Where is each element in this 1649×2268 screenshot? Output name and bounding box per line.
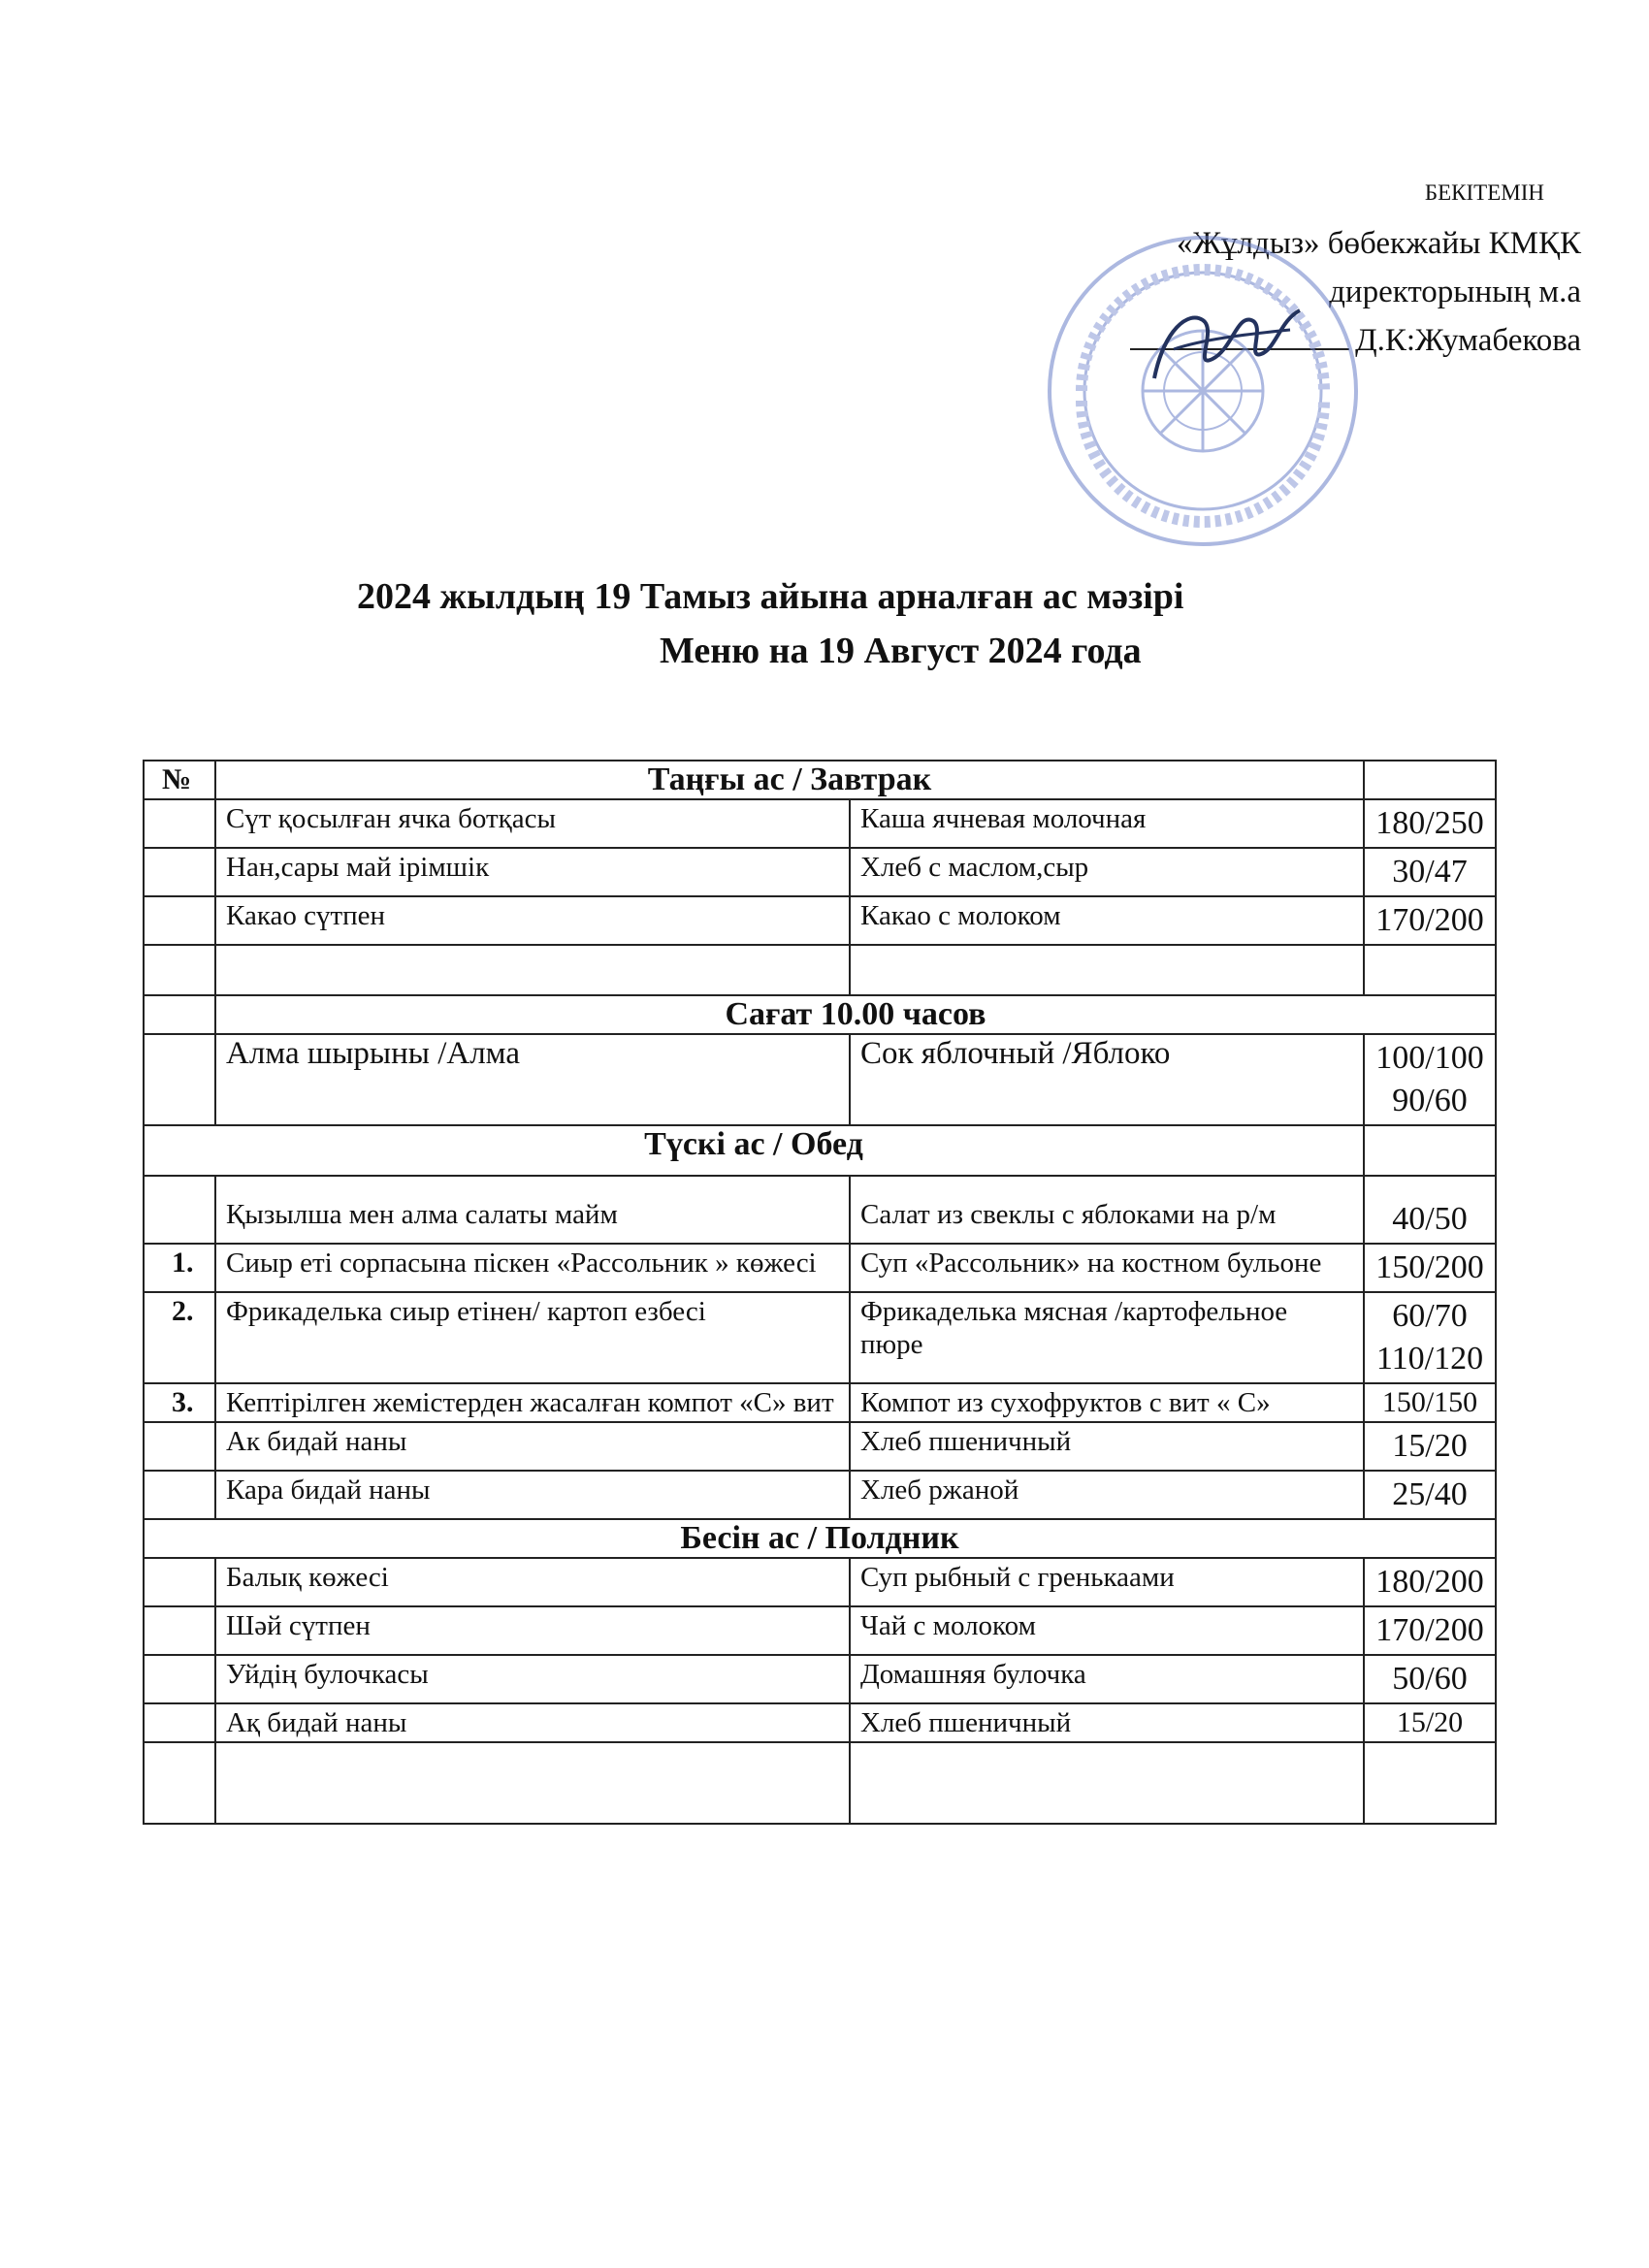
- portion: 25/40: [1364, 1471, 1496, 1519]
- empty-cell: [144, 1655, 215, 1703]
- empty-cell: [144, 995, 215, 1034]
- table-row: [144, 1703, 1496, 1742]
- portion: 15/20: [1364, 1422, 1496, 1471]
- dish-kz: Нан,сары май ірімшік: [215, 848, 850, 896]
- approval-organization: «Жұлдыз» бөбекжайы КМҚК: [1176, 226, 1581, 261]
- dish-ru: Домашняя булочка: [850, 1655, 1364, 1703]
- portion: 170/200: [1364, 896, 1496, 945]
- dish-ru: Суп «Рассольник» на костном бульоне: [850, 1244, 1364, 1292]
- table-row: [144, 1244, 1496, 1292]
- portion: 170/200: [1364, 1606, 1496, 1655]
- dish-ru: Хлеб пшеничный: [850, 1422, 1364, 1471]
- portion-line: 110/120: [1375, 1341, 1484, 1377]
- lunch-header-row: [144, 1125, 1496, 1176]
- dish-kz: Сиыр еті сорпасына піскен «Рассольник » көжесі: [215, 1244, 850, 1292]
- portion: 180/200: [1364, 1558, 1496, 1606]
- portion: 150/200: [1364, 1244, 1496, 1292]
- empty-cell: [1364, 761, 1496, 799]
- table-row: [144, 1655, 1496, 1703]
- portion-line: 100/100: [1375, 1040, 1484, 1076]
- section-title-snack: Сағат 10.00 часов: [215, 995, 1496, 1034]
- empty-cell: [1364, 1742, 1496, 1824]
- portion: 15/20: [1364, 1703, 1496, 1742]
- dish-ru: Салат из свеклы с яблоками на р/м: [850, 1176, 1364, 1244]
- table-row: [144, 1034, 1496, 1125]
- empty-cell: [144, 799, 215, 848]
- row-number: 2.: [144, 1292, 215, 1383]
- portion: 50/60: [1364, 1655, 1496, 1703]
- row-number: 3.: [144, 1383, 215, 1422]
- section-title-lunch: Түскі ас / Обед: [144, 1125, 1364, 1176]
- dish-ru: Хлеб с маслом,сыр: [850, 848, 1364, 896]
- section-title-afternoon: Бесін ас / Полдник: [144, 1519, 1496, 1558]
- dish-ru: Сок яблочный /Яблоко: [850, 1034, 1364, 1125]
- table-row: [144, 896, 1496, 945]
- empty-cell: [144, 1703, 215, 1742]
- snack-header-row: [144, 995, 1496, 1034]
- dish-ru: Хлеб пшеничный: [850, 1703, 1364, 1742]
- dish-kz: Шәй сүтпен: [215, 1606, 850, 1655]
- empty-cell: [144, 1034, 215, 1125]
- portion-line: 60/70: [1392, 1298, 1468, 1334]
- row-number: [144, 1471, 215, 1519]
- empty-cell: [144, 1742, 215, 1824]
- empty-cell: [1364, 945, 1496, 995]
- dish-ru: Чай с молоком: [850, 1606, 1364, 1655]
- portion-line: 90/60: [1392, 1083, 1468, 1118]
- table-row: [144, 1176, 1496, 1244]
- empty-cell: [215, 945, 850, 995]
- table-row: [144, 1422, 1496, 1471]
- dish-kz: Ак бидай наны: [215, 1422, 850, 1471]
- table-row: [144, 1383, 1496, 1422]
- table-row-empty: [144, 945, 1496, 995]
- row-number: 1.: [144, 1244, 215, 1292]
- empty-cell: [215, 1742, 850, 1824]
- dish-kz: Фрикаделька сиыр етінен/ картоп езбесі: [215, 1292, 850, 1383]
- table-row-empty: [144, 1742, 1496, 1824]
- empty-cell: [1364, 1125, 1496, 1176]
- dish-kz: Сүт қосылған ячка ботқасы: [215, 799, 850, 848]
- row-number: [144, 1176, 215, 1244]
- handwritten-signature: [1135, 291, 1310, 398]
- approval-heading: БЕКІТЕМІН: [1424, 180, 1544, 205]
- empty-cell: [850, 945, 1364, 995]
- table-row: [144, 799, 1496, 848]
- table-row: [144, 848, 1496, 896]
- empty-cell: [144, 1606, 215, 1655]
- dish-kz: Кара бидай наны: [215, 1471, 850, 1519]
- approval-position: директорының м.а: [1329, 275, 1581, 309]
- dish-kz: Уйдің булочкасы: [215, 1655, 850, 1703]
- portion: 180/250: [1364, 799, 1496, 848]
- empty-cell: [144, 896, 215, 945]
- dish-kz: Ақ бидай наны: [215, 1703, 850, 1742]
- afternoon-header-row: [144, 1519, 1496, 1558]
- title-russian: Меню на 19 Август 2024 года: [660, 631, 1142, 671]
- dish-ru: Каша ячневая молочная: [850, 799, 1364, 848]
- portion: [1364, 1292, 1496, 1383]
- dish-ru: Какао с молоком: [850, 896, 1364, 945]
- row-number: [144, 1422, 215, 1471]
- empty-cell: [144, 848, 215, 896]
- number-header: №: [144, 761, 215, 799]
- dish-ru: Фрикаделька мясная /картофельное пюре: [850, 1292, 1364, 1383]
- breakfast-header-row: [144, 761, 1496, 799]
- dish-kz: Қызылша мен алма салаты майм: [215, 1176, 850, 1244]
- empty-cell: [850, 1742, 1364, 1824]
- portion: 40/50: [1364, 1176, 1496, 1244]
- dish-ru: Компот из сухофруктов с вит « С»: [850, 1383, 1364, 1422]
- dish-kz: Какао сүтпен: [215, 896, 850, 945]
- title-kazakh: 2024 жылдың 19 Тамыз айына арналған ас мәзірі: [357, 576, 1184, 617]
- dish-ru: Хлеб ржаной: [850, 1471, 1364, 1519]
- empty-cell: [144, 1558, 215, 1606]
- dish-kz: Кептірілген жемістерден жасалған компот «С» вит: [215, 1383, 850, 1422]
- table-row: [144, 1558, 1496, 1606]
- section-title-breakfast: Таңғы ас / Завтрак: [215, 761, 1364, 799]
- table-row: [144, 1292, 1496, 1383]
- empty-cell: [144, 945, 215, 995]
- dish-ru: Суп рыбный с гренькаами: [850, 1558, 1364, 1606]
- dish-kz: Балық көжесі: [215, 1558, 850, 1606]
- portion: [1364, 1034, 1496, 1125]
- portion: 150/150: [1364, 1383, 1496, 1422]
- portion: 30/47: [1364, 848, 1496, 896]
- table-row: [144, 1606, 1496, 1655]
- approval-name: Д.К:Жумабекова: [1355, 323, 1581, 358]
- table-row: [144, 1471, 1496, 1519]
- dish-kz: Алма шырыны /Алма: [215, 1034, 850, 1125]
- menu-table: [143, 760, 1497, 1825]
